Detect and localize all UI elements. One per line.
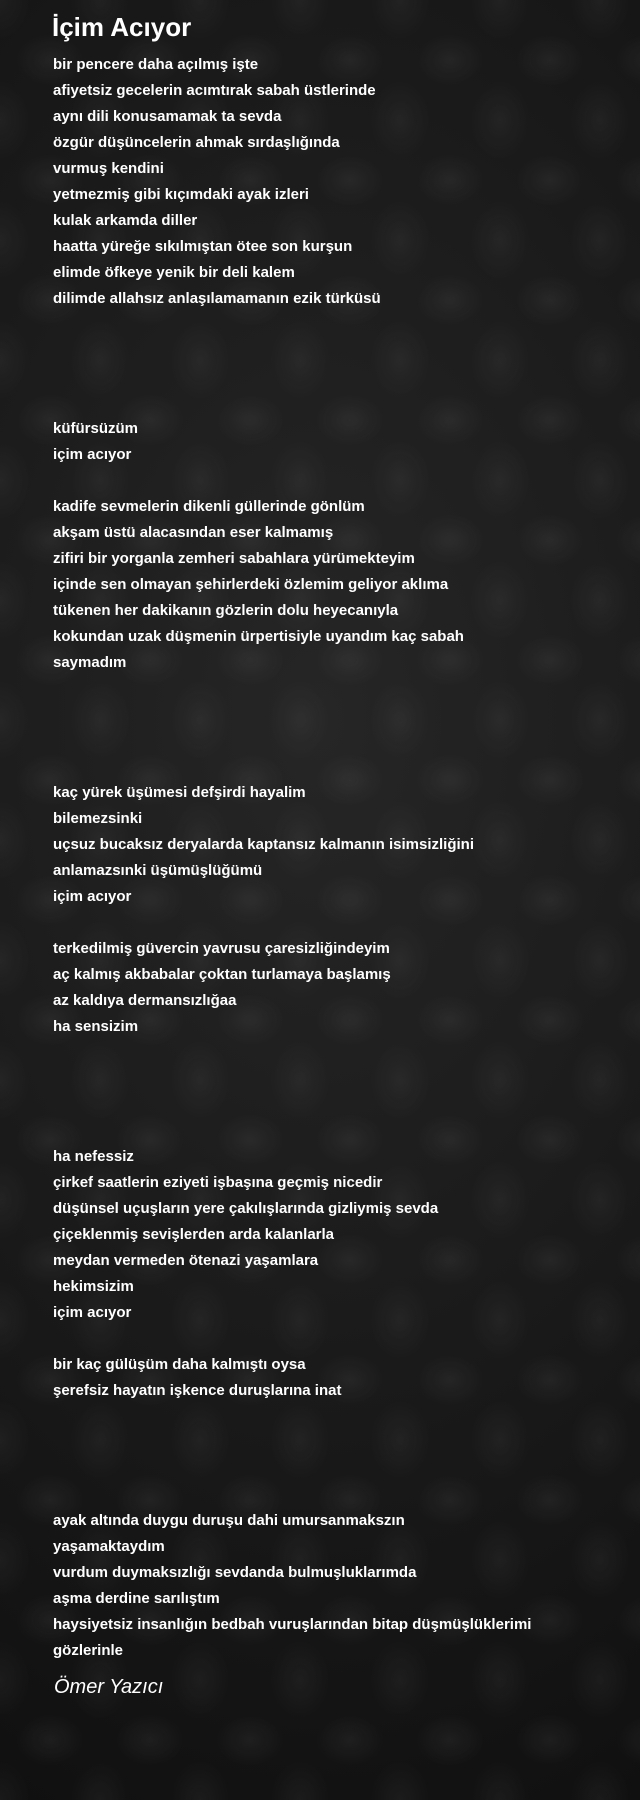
- poem-line: vurmuş kendini: [53, 160, 164, 177]
- poem-line: hekimsizim: [53, 1278, 134, 1295]
- poem-blank-line: [53, 1040, 633, 1066]
- poem-line: gözlerinle: [53, 1642, 124, 1659]
- poem-line: bir kaç gülüşüm daha kalmıştı oysa: [53, 1356, 306, 1373]
- poem-line: tükenen her dakikanın gözlerin dolu heyecanıyla: [53, 602, 399, 619]
- poem-line: bilemezsinki: [53, 810, 143, 827]
- poem-line: az kaldıya dermansızlığaa: [53, 992, 237, 1009]
- poem-blank-line: [53, 1404, 633, 1430]
- poem-line: düşünsel uçuşların yere çakılışlarında gizliymiş sevda: [53, 1200, 439, 1217]
- poem-line: şerefsiz hayatın işkence duruşlarına inat: [53, 1382, 342, 1399]
- poem-line: içim acıyor: [53, 446, 132, 463]
- poem-line: vurdum duymaksızlığı sevdanda bulmuşluklarımda: [53, 1564, 417, 1581]
- poem-line: çiçeklenmiş sevişlerden arda kalanlarla: [53, 1226, 335, 1243]
- poem-title: İçim Acıyor: [52, 12, 192, 42]
- poem-blank-line: [53, 1092, 633, 1118]
- poem-line: aşma derdine sarılıştım: [53, 1590, 220, 1607]
- poem-blank-line: [53, 1456, 633, 1482]
- poem-blank-line: [53, 364, 633, 390]
- poem-line: içim acıyor: [53, 888, 132, 905]
- poem-blank-line: [53, 468, 633, 494]
- poem-blank-line: [53, 338, 633, 364]
- poem-blank-line: [53, 1430, 633, 1456]
- poem-line: bir pencere daha açılmış işte: [53, 56, 259, 73]
- poem-line: anlamazsınki üşümüşlüğümü: [53, 862, 263, 879]
- poem-line: aynı dili konusamamak ta sevda: [53, 108, 282, 125]
- poem-line: saymadım: [53, 654, 127, 671]
- poem-line: uçsuz bucaksız deryalarda kaptansız kalmanın isimsizliğini: [53, 836, 474, 853]
- poem-line: meydan vermeden ötenazi yaşamlara: [53, 1252, 319, 1269]
- poem-line: içinde sen olmayan şehirlerdeki özlemim geliyor aklıma: [53, 576, 449, 593]
- poem-blank-line: [53, 1118, 633, 1144]
- poem-body: [53, 52, 633, 1664]
- poem-line: kulak arkamda diller: [53, 212, 198, 229]
- poem-blank-line: [53, 702, 633, 728]
- poem-line: yaşamaktaydım: [53, 1538, 165, 1555]
- poem-line: küfürsüzüm: [53, 420, 139, 437]
- poem-blank-line: [53, 1066, 633, 1092]
- poem-line: özgür düşüncelerin ahmak sırdaşlığında: [53, 134, 340, 151]
- poem-blank-line: [53, 1326, 633, 1352]
- poem-line: kaç yürek üşümesi defşirdi hayalim: [53, 784, 306, 801]
- poem-blank-line: [53, 1482, 633, 1508]
- poem-line: zifiri bir yorganla zemheri sabahlara yürümekteyim: [53, 550, 415, 567]
- poem-line: terkedilmiş güvercin yavrusu çaresizliğindeyim: [53, 940, 390, 957]
- poem-line: içim acıyor: [53, 1304, 132, 1321]
- poem-line: çirkef saatlerin eziyeti işbaşına geçmiş nicedir: [53, 1174, 383, 1191]
- poem-blank-line: [53, 312, 633, 338]
- poem-line: aç kalmış akbabalar çoktan turlamaya başlamış: [53, 966, 391, 983]
- poem-line: haysiyetsiz insanlığın bedbah vuruşlarından bitap düşmüşlüklerimi: [53, 1616, 532, 1633]
- poem-line: afiyetsiz gecelerin acımtırak sabah üstlerinde: [53, 82, 376, 99]
- poem-line: dilimde allahsız anlaşılamamanın ezik türküsü: [53, 290, 381, 307]
- poem-line: elimde öfkeye yenik bir deli kalem: [53, 264, 295, 281]
- poem-author: Ömer Yazıcı: [54, 1676, 164, 1698]
- poem-line: akşam üstü alacasından eser kalmamış: [53, 524, 334, 541]
- poem-blank-line: [53, 676, 633, 702]
- poem-line: ha nefessiz: [53, 1148, 134, 1165]
- poem-blank-line: [53, 754, 633, 780]
- poem-line: haatta yüreğe sıkılmıştan ötee son kurşun: [53, 238, 353, 255]
- poem-blank-line: [53, 390, 633, 416]
- poem-line: yetmezmiş gibi kıçımdaki ayak izleri: [53, 186, 309, 203]
- poem-line: ayak altında duygu duruşu dahi umursanmakszın: [53, 1512, 405, 1529]
- poem-blank-line: [53, 910, 633, 936]
- poem-line: kadife sevmelerin dikenli güllerinde gönlüm: [53, 498, 365, 515]
- poem-line: ha sensizim: [53, 1018, 139, 1035]
- poem-line: kokundan uzak düşmenin ürpertisiyle uyandım kaç sabah: [53, 628, 464, 645]
- poem-blank-line: [53, 728, 633, 754]
